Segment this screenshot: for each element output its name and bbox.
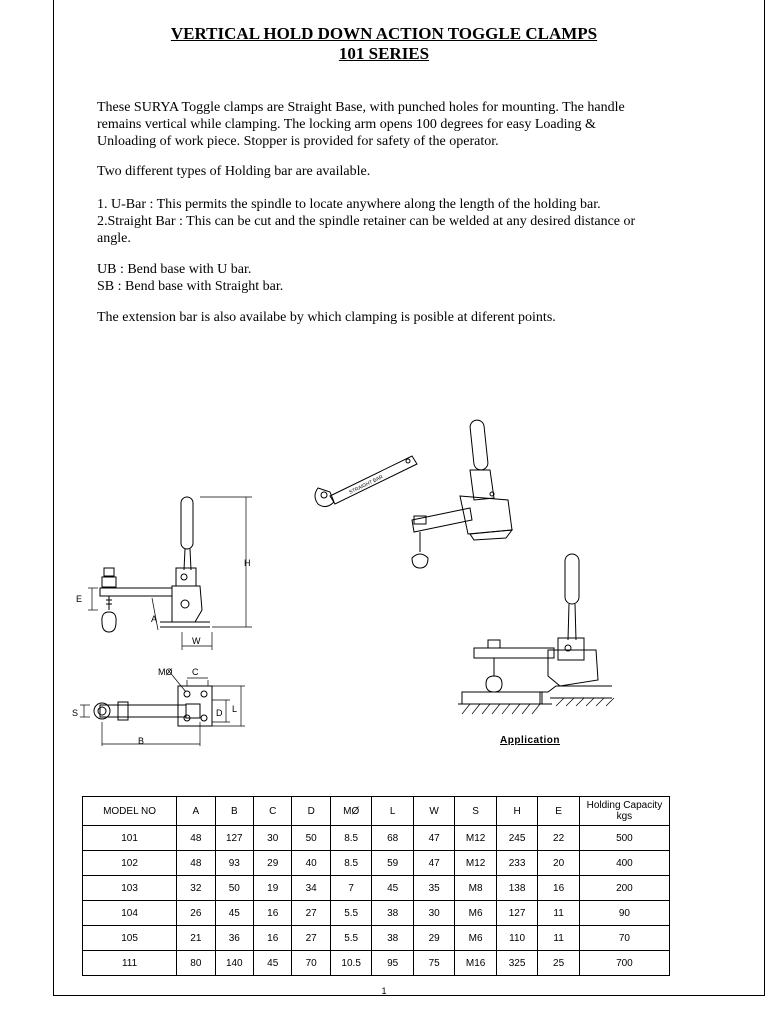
page-subtitle: 101 SERIES <box>338 44 430 63</box>
header-h: H <box>496 797 537 826</box>
table-header-row <box>83 797 670 826</box>
cell-h: 245 <box>496 826 537 851</box>
cell-h: 127 <box>496 901 537 926</box>
cell-a: 48 <box>177 826 215 851</box>
header-m: MØ <box>330 797 371 826</box>
cell-l: 68 <box>372 826 413 851</box>
base-types-list <box>97 261 657 295</box>
cell-h: 110 <box>496 926 537 951</box>
header-e: E <box>538 797 579 826</box>
cell-a: 48 <box>177 851 215 876</box>
cell-a: 80 <box>177 951 215 976</box>
cell-e: 11 <box>538 901 579 926</box>
cell-m: 8.5 <box>330 826 371 851</box>
cell-e: 11 <box>538 926 579 951</box>
cell-e: 16 <box>538 876 579 901</box>
cell-capacity: 70 <box>579 926 669 951</box>
cell-c: 16 <box>254 901 292 926</box>
cell-capacity: 500 <box>579 826 669 851</box>
cell-model: 102 <box>83 851 177 876</box>
cell-s: M16 <box>455 951 496 976</box>
cell-w: 47 <box>413 826 454 851</box>
page-title: VERTICAL HOLD DOWN ACTION TOGGLE CLAMPS <box>170 24 598 43</box>
cell-l: 59 <box>372 851 413 876</box>
cell-d: 27 <box>292 901 330 926</box>
cell-capacity: 700 <box>579 951 669 976</box>
dim-label-h: H <box>244 558 251 568</box>
header-w: W <box>413 797 454 826</box>
cell-m: 5.5 <box>330 926 371 951</box>
cell-b: 36 <box>215 926 253 951</box>
header-model-no: MODEL NO <box>83 797 177 826</box>
cell-capacity: 90 <box>579 901 669 926</box>
table-row <box>83 901 670 926</box>
cell-s: M6 <box>455 901 496 926</box>
header-l: L <box>372 797 413 826</box>
dim-label-w: W <box>192 636 201 646</box>
page-number: 1 <box>381 986 387 996</box>
clamp-drawings <box>0 380 768 780</box>
ubar-item: 1. U-Bar : This permits the spindle to locate anywhere along the length of the holding bar. <box>97 197 601 212</box>
cell-l: 38 <box>372 926 413 951</box>
cell-model: 105 <box>83 926 177 951</box>
cell-c: 19 <box>254 876 292 901</box>
header-a: A <box>177 797 215 826</box>
cell-s: M6 <box>455 926 496 951</box>
cell-b: 127 <box>215 826 253 851</box>
cell-w: 47 <box>413 851 454 876</box>
ub-item: UB : Bend base with U bar. <box>97 262 252 277</box>
bar-types-list <box>97 196 657 247</box>
cell-e: 20 <box>538 851 579 876</box>
cell-d: 50 <box>292 826 330 851</box>
header-s: S <box>455 797 496 826</box>
application-label: Application <box>500 735 560 746</box>
header-c: C <box>254 797 292 826</box>
cell-d: 27 <box>292 926 330 951</box>
cell-s: M12 <box>455 826 496 851</box>
application-drawing <box>458 554 612 704</box>
cell-d: 34 <box>292 876 330 901</box>
intro-paragraph: These SURYA Toggle clamps are Straight Base, with punched holes for mounting. The handle remains vertical while clamping. The locking arm opens 100 degrees for easy Loading & Unloading of work piece. Stopper is provided for safety of the operator. <box>97 100 625 149</box>
cell-e: 22 <box>538 826 579 851</box>
cell-e: 25 <box>538 951 579 976</box>
dim-label-m: MØ <box>158 667 173 677</box>
cell-b: 45 <box>215 901 253 926</box>
cell-s: M12 <box>455 851 496 876</box>
table-row <box>83 826 670 851</box>
header-d: D <box>292 797 330 826</box>
cell-b: 93 <box>215 851 253 876</box>
header-b: B <box>215 797 253 826</box>
cell-l: 95 <box>372 951 413 976</box>
cell-a: 26 <box>177 901 215 926</box>
cell-model: 104 <box>83 901 177 926</box>
dim-label-l: L <box>232 704 238 714</box>
dim-label-s: S <box>72 708 79 718</box>
dim-label-c: C <box>192 667 199 677</box>
table-row <box>83 926 670 951</box>
cell-capacity: 200 <box>579 876 669 901</box>
cell-c: 45 <box>254 951 292 976</box>
isometric-clamp-drawing <box>315 419 512 568</box>
cell-d: 40 <box>292 851 330 876</box>
cell-w: 29 <box>413 926 454 951</box>
specifications-table <box>82 796 670 976</box>
cell-m: 5.5 <box>330 901 371 926</box>
cell-h: 233 <box>496 851 537 876</box>
cell-s: M8 <box>455 876 496 901</box>
cell-h: 325 <box>496 951 537 976</box>
cell-b: 140 <box>215 951 253 976</box>
cell-m: 7 <box>330 876 371 901</box>
cell-l: 45 <box>372 876 413 901</box>
cell-h: 138 <box>496 876 537 901</box>
straight-bar-item: 2.Straight Bar : This can be cut and the spindle retainer can be welded at any desired distance or angle. <box>97 214 636 246</box>
cell-c: 30 <box>254 826 292 851</box>
cell-capacity: 400 <box>579 851 669 876</box>
cell-c: 29 <box>254 851 292 876</box>
cell-w: 30 <box>413 901 454 926</box>
cell-d: 70 <box>292 951 330 976</box>
cell-model: 101 <box>83 826 177 851</box>
cell-m: 8.5 <box>330 851 371 876</box>
cell-m: 10.5 <box>330 951 371 976</box>
cell-w: 75 <box>413 951 454 976</box>
cell-model: 111 <box>83 951 177 976</box>
table-row <box>83 851 670 876</box>
cell-a: 21 <box>177 926 215 951</box>
sb-item: SB : Bend base with Straight bar. <box>97 279 284 294</box>
table-row <box>83 876 670 901</box>
cell-l: 38 <box>372 901 413 926</box>
cell-b: 50 <box>215 876 253 901</box>
cell-a: 32 <box>177 876 215 901</box>
extension-paragraph: The extension bar is also availabe by which clamping is posible at diferent points. <box>97 310 556 325</box>
cell-model: 103 <box>83 876 177 901</box>
header-holding-capacity: Holding Capacity kgs <box>579 797 669 826</box>
table-row <box>83 951 670 976</box>
straight-bar-label: STRAIGHT BAR <box>348 474 385 496</box>
types-paragraph: Two different types of Holding bar are available. <box>97 164 371 179</box>
dim-label-d: D <box>216 708 223 718</box>
cell-w: 35 <box>413 876 454 901</box>
cell-c: 16 <box>254 926 292 951</box>
dim-label-b: B <box>138 736 145 746</box>
dim-label-a: A <box>151 614 158 624</box>
ground-hatching <box>462 698 614 714</box>
side-view-drawing <box>88 497 252 650</box>
dim-label-e: E <box>76 594 83 604</box>
